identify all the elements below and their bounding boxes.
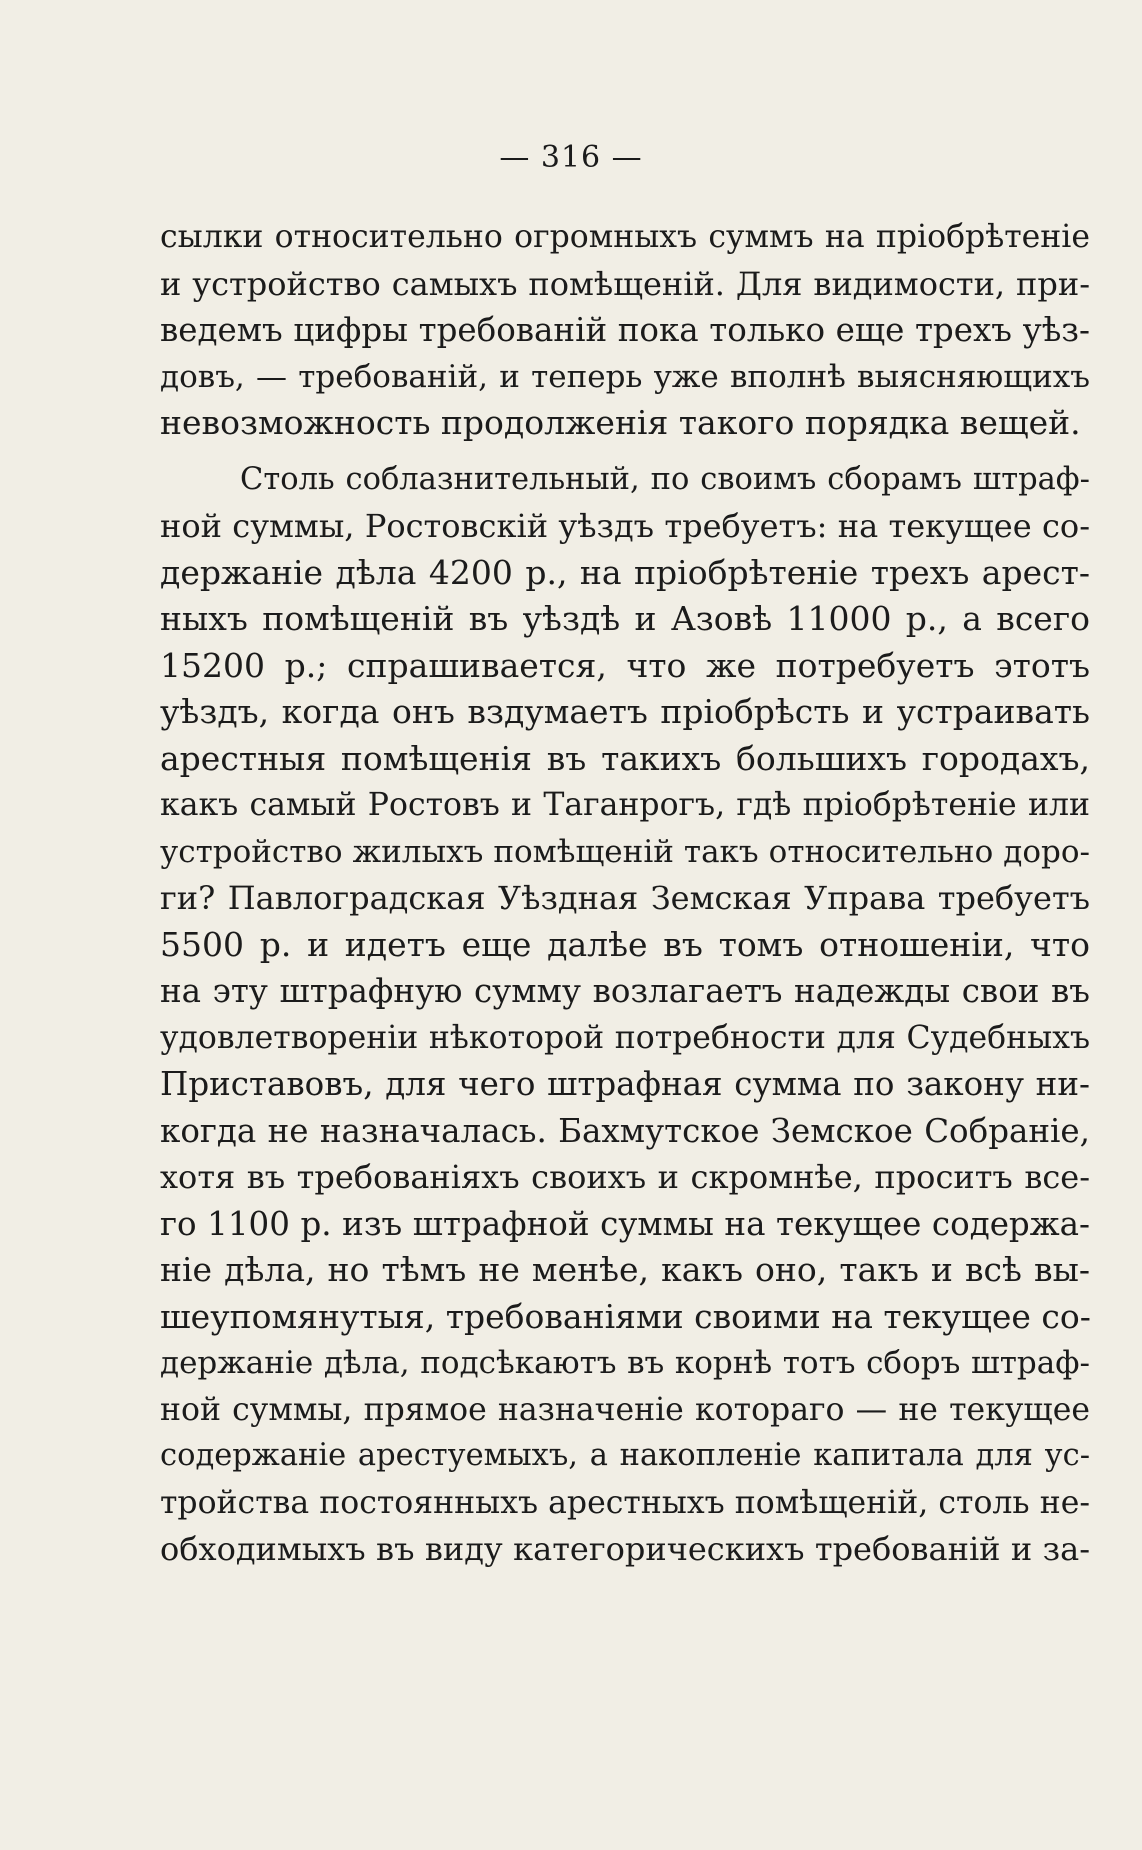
- text-line: ги? Павлоградская Уѣздная Земская Управа требуетъ: [160, 879, 1090, 917]
- text-line: держаніе дѣла, подсѣкаютъ въ корнѣ тотъ сборъ штраф-: [160, 1345, 1090, 1381]
- text-line: устройство жилыхъ помѣщеній такъ относительно доро-: [160, 833, 1090, 870]
- text-line: ной суммы, Ростовскій уѣздъ требуетъ: на текущее со-: [160, 507, 1090, 545]
- text-line: содержаніе арестуемыхъ, а накопленіе капитала для ус-: [160, 1438, 1090, 1473]
- text-line: ведемъ цифры требованій пока только еще трехъ уѣз-: [160, 311, 1090, 349]
- text-line: на эту штрафную сумму возлагаетъ надежды свои въ: [160, 972, 1090, 1010]
- text-line: удовлетвореніи нѣкоторой потребности для Судебныхъ: [160, 1019, 1090, 1056]
- text-line: обходимыхъ въ виду категорическихъ требованій и за-: [160, 1530, 1090, 1568]
- text-line: какъ самый Ростовъ и Таганрогъ, гдѣ пріобрѣтеніе или: [160, 787, 1090, 823]
- text-line: сылки относительно огромныхъ суммъ на пріобрѣтеніе: [160, 219, 1090, 255]
- text-line: 5500 р. и идетъ еще далѣе въ томъ отношеніи, что: [160, 924, 1090, 964]
- text-line: го 1100 р. изъ штрафной суммы на текущее содержа-: [160, 1204, 1090, 1243]
- text-line: шеупомянутыя, требованіями своими на текущее со-: [160, 1296, 1091, 1336]
- text-line: Столь соблазнительный, по своимъ сборамъ штраф-: [240, 461, 1090, 497]
- text-line: и устройство самыхъ помѣщеній. Для видимости, при-: [160, 264, 1090, 303]
- text-line: Приставовъ, для чего штрафная сумма по закону ни-: [160, 1065, 1090, 1103]
- text-line: тройства постоянныхъ арестныхъ помѣщеній, столь не-: [160, 1484, 1090, 1521]
- text-line: ныхъ помѣщеній въ уѣздѣ и Азовѣ 11000 р., а всего: [160, 599, 1090, 638]
- text-line: арестныя помѣщенія въ такихъ большихъ городахъ,: [160, 738, 1090, 778]
- paragraph-gap: [160, 447, 1090, 457]
- text-line: 15200 р.; спрашивается, что же потребуетъ этотъ: [160, 645, 1090, 685]
- text-line: хотя въ требованіяхъ своихъ и скромнѣе, проситъ все-: [160, 1158, 1090, 1196]
- page-number: — 316 —: [499, 140, 643, 175]
- text-line: уѣздъ, когда онъ вздумаетъ пріобрѣсть и устраивать: [160, 692, 1090, 731]
- text-line: держаніе дѣла 4200 р., на пріобрѣтеніе трехъ арест-: [160, 552, 1090, 592]
- text-line: ніе дѣла, но тѣмъ не менѣе, какъ оно, такъ и всѣ вы-: [160, 1250, 1090, 1289]
- body-text: [160, 214, 1090, 1573]
- text-line: довъ, — требованій, и теперь уже вполнѣ выясняющихъ: [160, 358, 1090, 395]
- text-line: когда не назначалась. Бахмутское Земское Собраніе,: [160, 1111, 1090, 1150]
- text-line: ной суммы, прямое назначеніе котораго — не текущее: [160, 1391, 1090, 1428]
- text-line: невозможность продолженія такого порядка вещей.: [160, 403, 1081, 442]
